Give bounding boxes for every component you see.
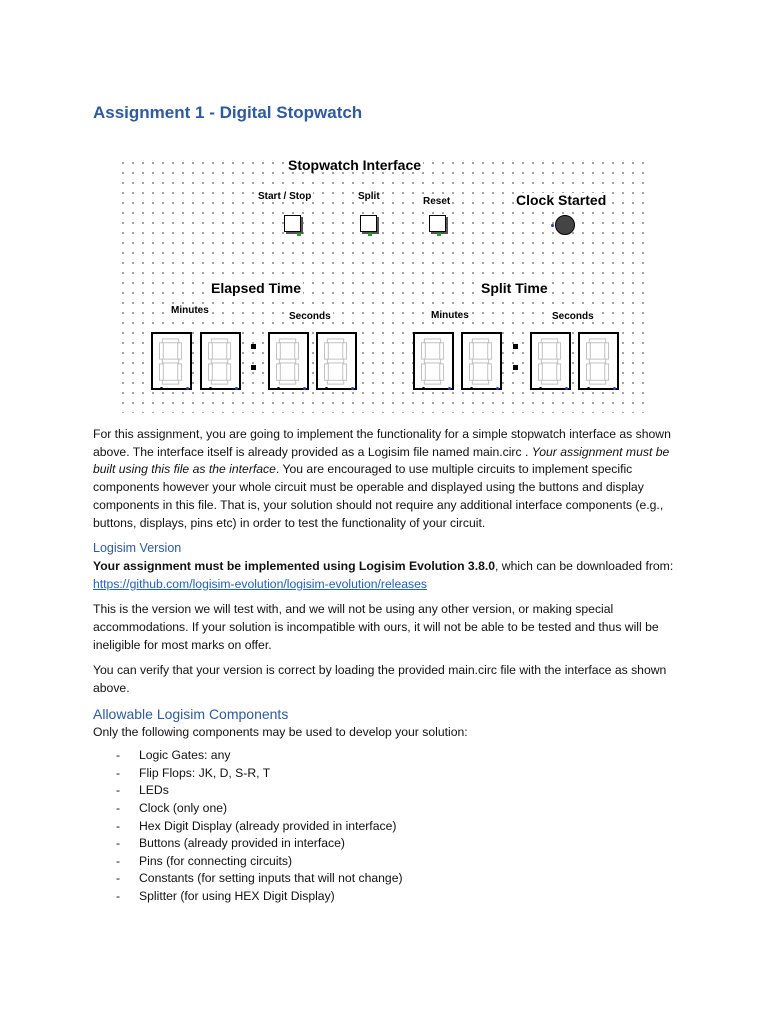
elapsed-colon-bottom [251, 365, 256, 370]
logisim-version-heading: Logisim Version [93, 541, 182, 556]
list-item: - Pins (for connecting circuits) [116, 853, 293, 868]
split-label: Split [358, 191, 380, 202]
components-intro: Only the following components may be used to develop your solution: [93, 724, 468, 739]
seven-segment-icon [321, 337, 351, 387]
split-seconds-ones-digit [578, 332, 619, 390]
list-item: - Buttons (already provided in interface) [116, 836, 345, 851]
reset-button [429, 215, 446, 232]
elapsed-colon-top [251, 344, 256, 349]
digit-pin [209, 387, 212, 390]
list-item: - Clock (only one) [116, 801, 228, 816]
reset-label: Reset [423, 196, 451, 207]
clock-started-label: Clock Started [516, 192, 607, 208]
digit-pin [325, 387, 328, 390]
list-item: - Constants (for setting inputs that will not change) [116, 871, 403, 886]
digit-pin [160, 387, 163, 390]
components-list [93, 747, 689, 905]
split-colon-top [513, 344, 518, 349]
split-button [360, 215, 377, 232]
split-time-heading: Split Time [481, 280, 548, 296]
list-item: - LEDs [116, 783, 169, 798]
split-seconds-label: Seconds [552, 311, 594, 322]
digit-pin [277, 387, 280, 390]
elapsed-minutes-tens-digit [151, 332, 192, 390]
elapsed-seconds-tens-digit [268, 332, 309, 390]
digit-pin [351, 387, 354, 390]
split-minutes-ones-digit [461, 332, 502, 390]
led-pin [551, 224, 554, 227]
seven-segment-icon [205, 337, 235, 387]
digit-pin [539, 387, 542, 390]
assignment-body [93, 426, 689, 906]
digit-pin [186, 387, 189, 390]
seven-segment-icon [273, 337, 303, 387]
start-stop-label: Start / Stop [258, 191, 312, 202]
version-paragraph: Your assignment must be implemented using Logisim Evolution 3.8.0, which can be downloaded from: https://github.com/logisim-evolution/logisim-evolution/releases [93, 558, 674, 591]
elapsed-seconds-ones-digit [316, 332, 357, 390]
list-item: - Splitter (for using HEX Digit Display) [116, 889, 335, 903]
intro-paragraph: For this assignment, you are going to implement the functionality for a simple stopwatch interface as shown above. The interface itself is already provided as a Logisim file named main.circ . Your assignment must be built using this file as the interface. You are encouraged to use multiple circuits to implement specific components however your whole circuit must be operable and displayed using the buttons and display components in this file. That is, your solution should not require any additional interface components (e.g., buttons, displays, pins etc) in order to test the functionality of your circuit. [93, 427, 671, 530]
digit-pin [448, 387, 451, 390]
version-verify-paragraph: You can verify that your version is correct by loading the provided main.circ file with the interface as shown above. [93, 663, 667, 696]
digit-pin [565, 387, 568, 390]
elapsed-seconds-label: Seconds [289, 311, 331, 322]
list-item: - Hex Digit Display (already provided in interface) [116, 818, 397, 833]
allowable-components-heading: Allowable Logisim Components [93, 705, 289, 722]
split-minutes-tens-digit [413, 332, 454, 390]
digit-pin [470, 387, 473, 390]
releases-link[interactable]: https://github.com/logisim-evolution/logisim-evolution/releases [93, 576, 427, 591]
digit-pin [496, 387, 499, 390]
seven-segment-icon [583, 337, 613, 387]
start-stop-button [284, 215, 301, 232]
intro-emphasis: Your assignment must be built using this file as the interface [93, 444, 670, 477]
digit-pin [613, 387, 616, 390]
split-minutes-label: Minutes [431, 310, 469, 321]
elapsed-minutes-label: Minutes [171, 305, 209, 316]
digit-pin [422, 387, 425, 390]
split-seconds-tens-digit [530, 332, 571, 390]
reset-pin [437, 233, 441, 236]
seven-segment-icon [535, 337, 565, 387]
list-item: - Logic Gates: any [116, 748, 231, 763]
split-pin [368, 233, 372, 236]
digit-pin [303, 387, 306, 390]
clock-started-led [555, 215, 575, 235]
elapsed-time-heading: Elapsed Time [211, 280, 302, 296]
digit-pin [235, 387, 238, 390]
list-item: - Flip Flops: JK, D, S-R, T [116, 765, 271, 780]
seven-segment-icon [466, 337, 496, 387]
start-stop-pin [297, 233, 301, 236]
document-title: Assignment 1 - Digital Stopwatch [93, 103, 363, 122]
version-compat-paragraph: This is the version we will test with, and we will not be using any other version, or making special accommodations. If your solution is incompatible with ours, it will not be able to be tested and thus will be ineligible for most marks on offer. [93, 602, 659, 652]
digit-pin [587, 387, 590, 390]
split-colon-bottom [513, 365, 518, 370]
seven-segment-icon [418, 337, 448, 387]
stopwatch-interface-figure [115, 155, 648, 413]
figure-title: Stopwatch Interface [288, 157, 422, 173]
elapsed-minutes-ones-digit [200, 332, 241, 390]
seven-segment-icon [156, 337, 186, 387]
